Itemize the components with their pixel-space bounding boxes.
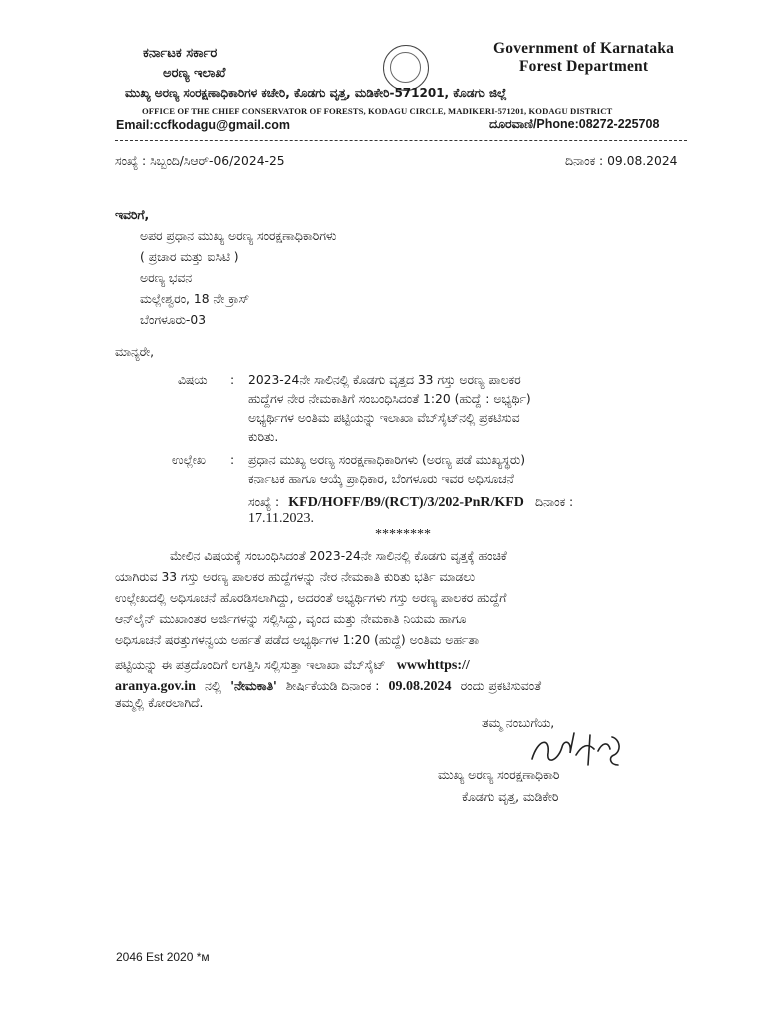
dept-name-english: Forest Department	[519, 58, 649, 75]
subject-line: ಹುದ್ದೆಗಳ ನೇರ ನೇಮಕಾತಿಗೆ ಸಂಬಂಧಿಸಿದಂತೆ 1:20 (ಹುದ್ದೆ : ಅಭ್ಯರ್ಥಿ)	[248, 392, 531, 406]
body-line: ಉಲ್ಲೇಖದಲ್ಲಿ ಅಧಿಸೂಚನೆ ಹೊರಡಿಸಲಾಗಿದ್ದು, ಅದರಂತೆ ಅಭ್ಯರ್ಥಿಗಳು ಗಸ್ತು ಅರಣ್ಯ ಪಾಲಕರ ಹುದ್ದೆಗೆ	[115, 591, 507, 605]
office-address-kannada: ಮುಖ್ಯ ಅರಣ್ಯ ಸಂರಕ್ಷಣಾಧಿಕಾರಿಗಳ ಕಚೇರಿ, ಕೊಡಗು ವೃತ್ತ, ಮಡಿಕೇರಿ-571201, ಕೊಡಗು ಜಿಲ್ಲೆ	[125, 86, 507, 100]
subject-label: ವಿಷಯ	[178, 373, 208, 387]
letter-date: ದಿನಾಂಕ : 09.08.2024	[565, 154, 678, 168]
body-text: ಶೀರ್ಷಿಕೆಯಡಿ ದಿನಾಂಕ :	[285, 679, 380, 693]
notification-code: KFD/HOFF/B9/(RCT)/3/202-PnR/KFD	[288, 495, 524, 510]
addressee-line: ಬೆಂಗಳೂರು-03	[140, 313, 207, 327]
govt-name-kannada: ಕರ್ನಾಟಕ ಸರ್ಕಾರ	[143, 46, 218, 61]
body-text: ನಲ್ಲಿ	[205, 679, 222, 693]
government-emblem-icon	[383, 45, 429, 91]
section-title: 'ನೇಮಕಾತಿ'	[230, 679, 277, 693]
addressee-line: ( ಪ್ರಚಾರ ಮತ್ತು ಐಸಿಟಿ )	[140, 250, 239, 264]
body-line-date	[115, 675, 541, 695]
subject-line: ಅಭ್ಯರ್ಥಿಗಳ ಅಂತಿಮ ಪಟ್ಟಿಯನ್ನು ಇಲಾಖಾ ವೆಬ್‌ಸೈಟ್‌ನಲ್ಲಿ ಪ್ರಕಟಿಸುವ	[248, 411, 520, 425]
body-line: ಅಧಿಸೂಚನೆ ಷರತ್ತುಗಳನ್ವಯ ಅರ್ಹತೆ ಪಡೆದ ಅಭ್ಯರ್ಥಿಗಳ 1:20 (ಹುದ್ದೆ) ಅಂತಿಮ ಅರ್ಹತಾ	[115, 633, 480, 647]
body-text: ಪಟ್ಟಿಯನ್ನು ಈ ಪತ್ರದೊಂದಿಗೆ ಲಗತ್ತಿಸಿ ಸಲ್ಲಿಸುತ್ತಾ ಇಲಾಖಾ ವೆಬ್‌ಸೈಟ್	[115, 658, 386, 672]
reference-line: ಪ್ರಧಾನ ಮುಖ್ಯ ಅರಣ್ಯ ಸಂರಕ್ಷಣಾಧಿಕಾರಿಗಳು (ಅರಣ್ಯ ಪಡೆ ಮುಖ್ಯಸ್ಥರು)	[248, 453, 526, 467]
footer-code: 2046 Est 2020 *м	[116, 950, 210, 964]
subject-line: ಕುರಿತು.	[248, 430, 279, 444]
reference-line: ಕರ್ನಾಟಕ ಹಾಗೂ ಆಯ್ಕೆ ಪ್ರಾಧಿಕಾರ, ಬೆಂಗಳೂರು ಇವರ ಅಧಿಸೂಚನೆ	[248, 472, 514, 486]
handwritten-signature	[528, 725, 628, 773]
website-link-part2[interactable]: aranya.gov.in	[115, 679, 196, 694]
yours-faithfully: ತಮ್ಮ ನಂಬುಗೆಯ,	[482, 716, 555, 730]
letter-number: ಸಂಖ್ಯೆ : ಸಿಬ್ಬಂದಿ/ಸಿಆರ್-06/2024-25	[115, 154, 285, 168]
office-address-english: OFFICE OF THE CHIEF CONSERVATOR OF FORESTS, KODAGU CIRCLE, MADIKERI-571201, KODAGU DISTRICT	[142, 106, 613, 116]
body-line: ತಮ್ಮಲ್ಲಿ ಕೋರಲಾಗಿದೆ.	[115, 696, 204, 710]
reference-label: ಉಲ್ಲೇಖ	[172, 453, 206, 467]
subject-line: 2023-24ನೇ ಸಾಲಿನಲ್ಲಿ ಕೊಡಗು ವೃತ್ತದ 33 ಗಸ್ತು ಅರಣ್ಯ ಪಾಲಕರ	[248, 373, 521, 387]
body-line-website	[115, 654, 470, 674]
letterhead-divider	[115, 140, 687, 141]
website-link-part1[interactable]: wwwhttps://	[396, 658, 470, 673]
addressee-line: ಅಪರ ಪ್ರಧಾನ ಮುಖ್ಯ ಅರಣ್ಯ ಸಂರಕ್ಷಣಾಧಿಕಾರಿಗಳು	[140, 229, 337, 243]
addressee-line: ಅರಣ್ಯ ಭವನ	[140, 271, 193, 285]
addressee-line: ಮಲ್ಲೇಶ್ವರಂ, 18 ನೇ ಕ್ರಾಸ್	[140, 292, 250, 306]
body-text: ರಂದು ಪ್ರಕಟಿಸುವಂತೆ	[460, 679, 542, 693]
notification-date: 17.11.2023.	[248, 511, 314, 526]
signatory-office: ಕೊಡಗು ವೃತ್ತ, ಮಡಿಕೇರಿ	[462, 790, 559, 804]
reference-number-label: ಸಂಖ್ಯೆ :	[248, 495, 280, 509]
to-label: ಇವರಿಗೆ,	[115, 208, 150, 222]
body-line: ಮೇಲಿನ ವಿಷಯಕ್ಕೆ ಸಂಬಂಧಿಸಿದಂತೆ 2023-24ನೇ ಸಾಲಿನಲ್ಲಿ ಕೊಡಗು ವೃತ್ತಕ್ಕೆ ಹಂಚಿಕೆ	[170, 549, 507, 563]
signatory-designation: ಮುಖ್ಯ ಅರಣ್ಯ ಸಂರಕ್ಷಣಾಧಿಕಾರಿ	[438, 768, 560, 782]
greeting: ಮಾನ್ಯರೇ,	[115, 345, 155, 359]
office-email: Email:ccfkodagu@gmail.com	[116, 118, 291, 132]
body-line: ಆನ್‌ಲೈನ್ ಮುಖಾಂತರ ಅರ್ಜಿಗಳನ್ನು ಸಲ್ಲಿಸಿದ್ದು, ವೃಂದ ಮತ್ತು ನೇಮಕಾತಿ ನಿಯಮ ಹಾಗೂ	[115, 612, 467, 626]
reference-notification-line	[248, 491, 573, 511]
reference-date-label: ದಿನಾಂಕ :	[535, 495, 574, 509]
dept-name-kannada: ಅರಣ್ಯ ಇಲಾಖೆ	[163, 66, 226, 81]
govt-name-english: Government of Karnataka	[493, 40, 675, 57]
publish-date: 09.08.2024	[388, 679, 452, 694]
office-phone: ದೂರವಾಣಿ/Phone:08272-225708	[489, 117, 660, 131]
body-line: ಯಾಗಿರುವ 33 ಗಸ್ತು ಅರಣ್ಯ ಪಾಲಕರ ಹುದ್ದೆಗಳನ್ನು ನೇರ ನೇಮಕಾತಿ ಕುರಿತು ಭರ್ತಿ ಮಾಡಲು	[115, 570, 476, 584]
reference-colon: :	[230, 453, 235, 467]
subject-colon: :	[230, 373, 235, 387]
separator-stars: ********	[375, 527, 431, 542]
